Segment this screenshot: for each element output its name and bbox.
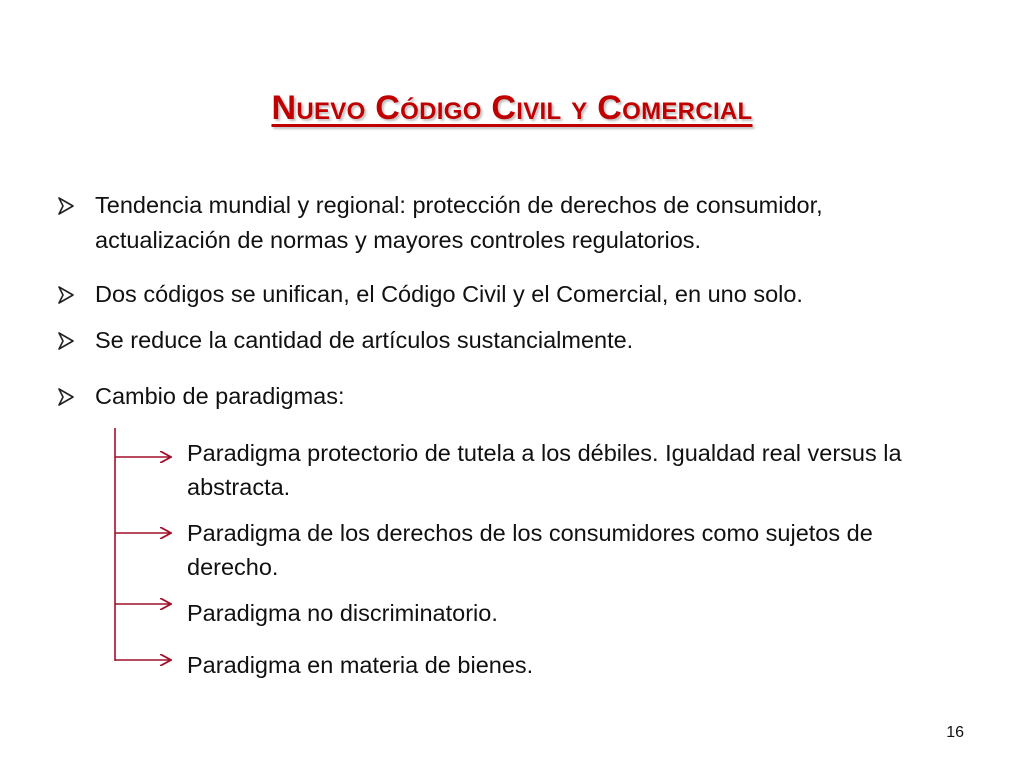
bullet-text: Cambio de paradigmas:: [95, 383, 345, 409]
paradigm-item: Paradigma no discriminatorio.: [187, 600, 498, 626]
paradigm-item: Paradigma protectorio de tutela a los débiles. Igualdad real versus la abstracta.: [187, 440, 902, 500]
paradigm-item: Paradigma en materia de bienes.: [187, 652, 534, 678]
paradigm-item: Paradigma de los derechos de los consumidores como sujetos de derecho.: [187, 520, 873, 580]
bullet-text: Se reduce la cantidad de artículos sustancialmente.: [95, 327, 634, 353]
bullet-text: Tendencia mundial y regional: protección de derechos de consumidor, actualización de normas y mayores controles regulatorios.: [95, 192, 823, 253]
bullet-text: Dos códigos se unifican, el Código Civil y el Comercial, en uno solo.: [95, 281, 803, 307]
slide-title: Nuevo Código Civil y Comercial: [271, 89, 753, 127]
page-number: 16: [946, 724, 964, 741]
